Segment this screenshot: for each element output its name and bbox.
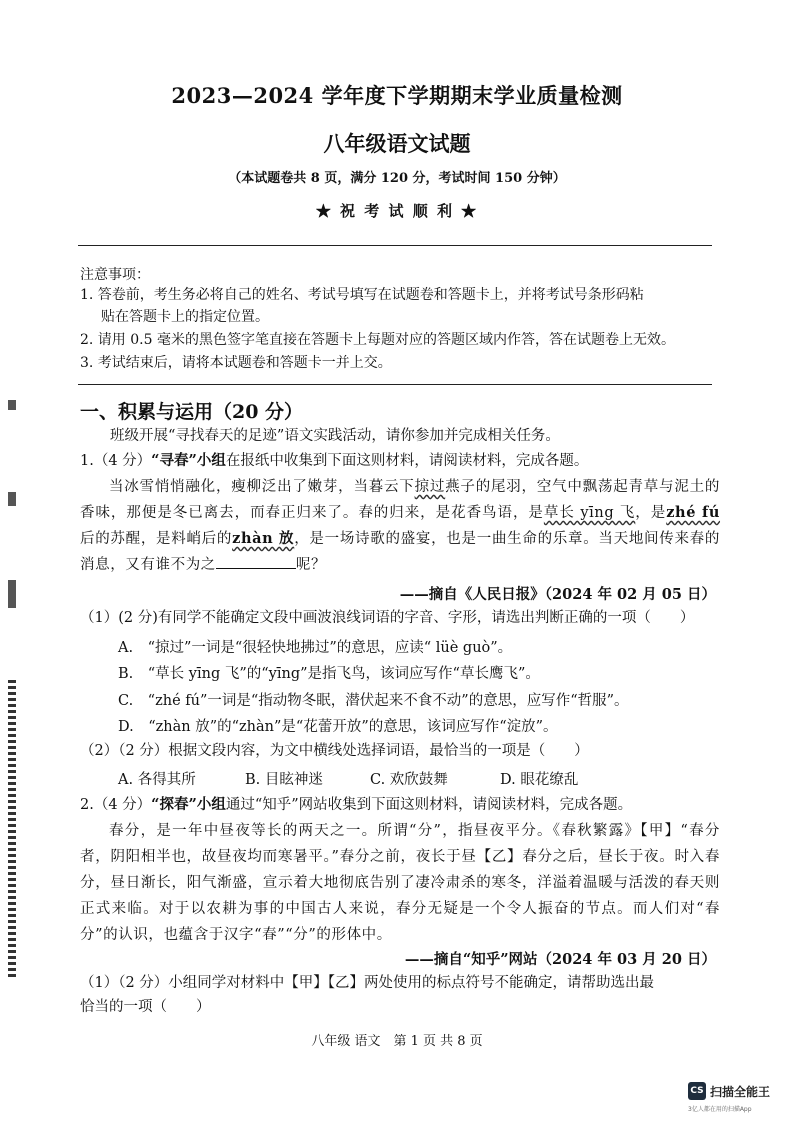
notice-item-1	[80, 284, 720, 328]
wavy-word: zhé fú	[666, 504, 721, 521]
option-d: D. 眼花缭乱	[500, 772, 579, 788]
scanner-watermark	[688, 1080, 770, 1102]
option-d: D. “zhàn 放”的“zhàn”是“花蕾开放”的意思，该词应写作“淀放”。	[118, 719, 558, 735]
question-number: 2.（4 分）	[80, 797, 152, 813]
wavy-word: 掠过	[414, 479, 446, 495]
source-citation: ——摘自《人民日报》（2024 年 02 月 05 日）	[399, 586, 716, 603]
question-number: 1.（4 分）	[80, 453, 152, 469]
page-footer: 八年级 语文 第 1 页 共 8 页	[311, 1034, 483, 1049]
section-intro: 班级开展“寻找春天的足迹”语文实践活动，请你参加并完成相关任务。	[110, 428, 560, 444]
passage-2: 春分，是一年中昼夜等长的两天之一。所谓“分”，指昼夜平分。《春秋繁露》【甲】“春分者，阴阳相半也，故昼夜均而寒暑平。”春分之前，夜长于昼【乙】春分之后，昼长于夜。时入春分，昼日渐长，阳气渐盛，宣示着大地彻底告别了凄冷肃杀的寒冬，洋溢着温暖与活泼的春天则正式来临。对于以农耕为事的中国古人来说，春分无疑是一个令人振奋的节点。而人们对“春分”的认识，也蕴含于汉字“春”“分”的形体中。	[80, 823, 720, 943]
scan-edge-mark	[8, 400, 16, 410]
group-name: “探春”小组	[151, 796, 226, 813]
divider	[78, 245, 712, 246]
sub-question-cont: 恰当的一项（ ）	[80, 999, 211, 1015]
sub-question: （2）（2 分）根据文段内容，为文中横线处选择词语，最恰当的一项是（ ）	[80, 743, 589, 759]
question-1-stem	[80, 450, 720, 472]
passage-text: 呢？	[295, 557, 327, 573]
passage-text: 燕子的尾羽，空气中飘荡起青草与泥土的香味，那便是冬已离去，而春正归来了。春的归来，是花香鸟语，是	[80, 479, 720, 521]
option-c: C. “zhé fú”一词是“指动物冬眠，潜伏起来不食不动”的意思，应写作“哲服”。	[118, 693, 629, 709]
sub-question: （1）(2 分)有同学不能确定文段中画波浪线词语的字音、字形，请选出判断正确的一项（ ）	[80, 610, 695, 626]
scanner-tagline: 3亿人都在用的扫描App	[688, 1106, 752, 1113]
scan-edge-mark	[8, 580, 16, 608]
notice-item-1-line-1: 1. 答卷前，考生务必将自己的姓名、考试号填写在试题卷和答题卡上，并将考试号条形码粘	[80, 287, 644, 303]
question-text: 在报纸中收集到下面这则材料，请阅读材料，完成各题。	[225, 453, 589, 469]
question-text: 通过“知乎”网站收集到下面这则材料，请阅读材料，完成各题。	[225, 797, 633, 813]
scan-edge-mark	[8, 492, 16, 506]
section-heading: 一、积累与运用（20 分）	[80, 401, 304, 423]
exam-note: （本试题卷共 8 页，满分 120 分，考试时间 150 分钟）	[228, 171, 566, 186]
option-b: B. “草长 yīng 飞”的“yīng”是指飞鸟，该词应写作“草长鹰飞”。	[118, 666, 540, 682]
scan-edge-mark	[8, 680, 16, 980]
option-a: A. “掠过”一词是“很轻快地拂过”的意思，应读“ lüè guò”。	[118, 640, 513, 656]
scanner-brand: 扫描全能王	[710, 1084, 771, 1099]
question-2-stem	[80, 794, 720, 816]
divider	[78, 384, 712, 385]
wavy-word: zhàn 放	[232, 530, 295, 547]
scanner-logo-icon: CS	[688, 1082, 706, 1100]
passage-text: ，是一场诗歌的盛宴，也是一曲生命的乐章。当天地间传来春的消息，又有谁不为之	[80, 531, 720, 573]
option-b: B. 目眩神迷	[245, 772, 323, 788]
wavy-word: 草长 yīng 飞	[543, 505, 636, 521]
option-c: C. 欢欣鼓舞	[370, 772, 448, 788]
passage-text: 后的苏醒，是料峭后的	[80, 531, 233, 547]
notice-item-2: 2. 请用 0.5 毫米的黑色签字笔直接在答题卡上每题对应的答题区域内作答，答在试题卷上无效。	[80, 332, 675, 348]
notice-heading: 注意事项：	[80, 267, 150, 283]
source-citation: ——摘自“知乎”网站（2024 年 03 月 20 日）	[404, 951, 716, 968]
answer-blank	[216, 556, 296, 569]
exam-title: 2023—2024 学年度下学期期末学业质量检测	[171, 83, 623, 108]
notice-item-3: 3. 考试结束后，请将本试题卷和答题卡一并上交。	[80, 355, 392, 371]
exam-wish: ★ 祝 考 试 顺 利 ★	[315, 202, 479, 220]
group-name: “寻春”小组	[151, 452, 226, 469]
passage-text: 当冰雪悄悄融化，瘦柳泛出了嫩芽，当暮云下	[109, 479, 415, 495]
sub-question: （1）（2 分）小组同学对材料中【甲】【乙】两处使用的标点符号不能确定，请帮助选出最	[80, 975, 655, 991]
notice-item-1-line-2: 贴在答题卡上的指定位置。	[101, 309, 269, 325]
passage-text: ，是	[635, 505, 667, 521]
passage-1	[80, 474, 720, 578]
option-a: A. 各得其所	[118, 772, 196, 788]
exam-subtitle: 八年级语文试题	[323, 131, 471, 156]
